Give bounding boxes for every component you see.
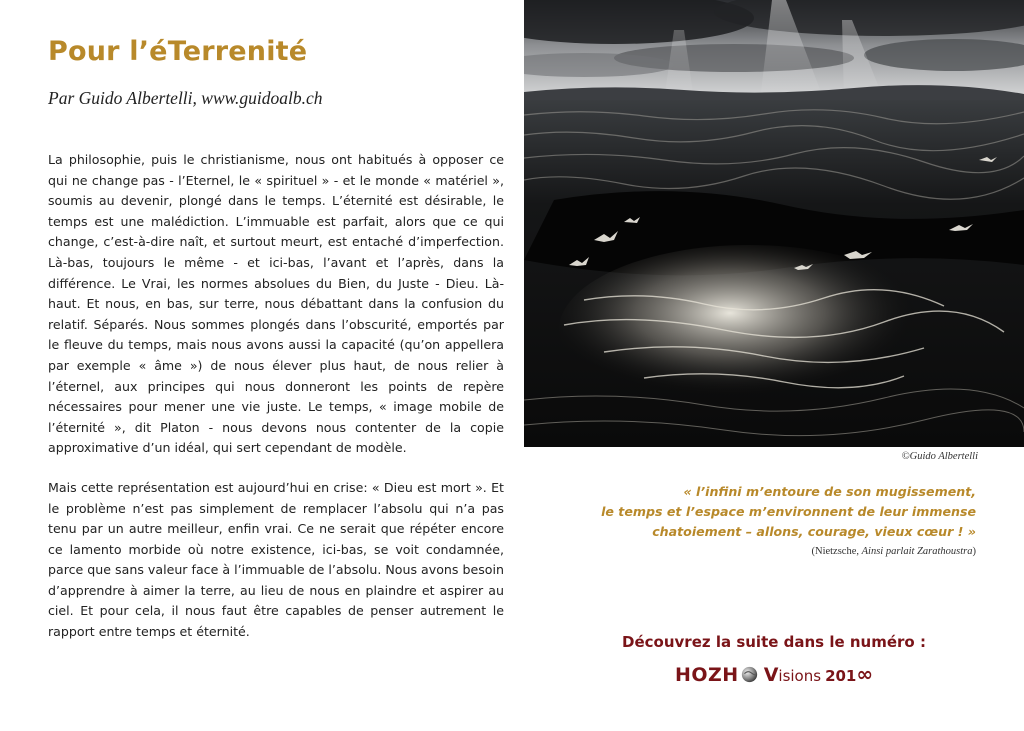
brand-year: 201 (825, 667, 857, 685)
quote-line: « l’infini m’entoure de son mugissement, (683, 484, 976, 499)
article-paragraph: La philosophie, puis le christianisme, nous ont habitués à opposer ce qui ne change pas - l’Eternel, le « spirituel » - et le monde « matériel », soumis au devenir, plongé dans le temps. L’éternité est désirable, le temps est une malédiction. L’immuable est parfait, alors que ce qui change, c’est-à-dire naît, et surtout meurt, est entaché d’imperfection. Là-bas, toujours le même - et ici-bas, l’avant et l’après, dans la différence. Le Vrai, les normes absolues du Bien, du Juste - Dieu. Là-haut. Et nous, en bas, sur terre, nous débattant dans la confusion du relatif. Séparés. Nous sommes plongés dans l’obscurité, emportés par le fleuve du temps, mais nous avons aussi la capacité (qu’on appellera par exemple « âme ») de nous élever plus haut, de nous relier à l’éternel, aux principes qui nous donneront les points de repère nécessaires pour mener une vie juste. Le temps, « image mobile de l’éternité », dit Platon - nous devons nous contenter de la copie approximative d’un idéal, qui sert cependant de modèle. (48, 152, 504, 456)
article-title: Pour l’éTerrenité (48, 36, 308, 67)
brand-v: V (763, 664, 779, 686)
infinity-symbol: ∞ (856, 662, 874, 686)
sea-photo (524, 0, 1024, 447)
photo-credit: ©Guido Albertelli (901, 451, 978, 462)
magazine-brand (524, 662, 1024, 686)
nietzsche-quote (536, 482, 976, 542)
quote-work: Ainsi parlait Zarathoustra (861, 546, 973, 557)
brand-hozh: HOZH (674, 664, 739, 686)
article-byline: Par Guido Albertelli, www.guidoalb.ch (48, 88, 323, 108)
quote-author: (Nietzsche, (811, 546, 862, 557)
quote-source (811, 546, 976, 557)
globe-icon (741, 666, 758, 683)
quote-close: ) (972, 546, 976, 557)
article-paragraph: Mais cette représentation est aujourd’hui en crise: « Dieu est mort ». Et le problème n’est pas simplement de remplacer l’absolu qui n’a pas tenu par un autre meilleur, enfin vrai. Ce ne serait que répéter encore ce lamento morbide où notre existence, ici-bas, se voit condamnée, parce que sans valeur face à l’immuable de l’absolu. Nous avons besoin d’apprendre à aimer la terre, au lieu de nous en plaindre et aspirer au ciel. Et pour cela, il nous faut être capables de penser autrement le rapport entre temps et éternité. (48, 479, 504, 640)
promo-text: Découvrez la suite dans le numéro : (622, 633, 926, 651)
article-body (48, 150, 504, 662)
brand-isions: isions (778, 667, 822, 685)
quote-line: chatoiement – allons, courage, vieux cœur ! » (652, 524, 976, 539)
quote-line: le temps et l’espace m’environnent de leur immense (601, 504, 976, 519)
